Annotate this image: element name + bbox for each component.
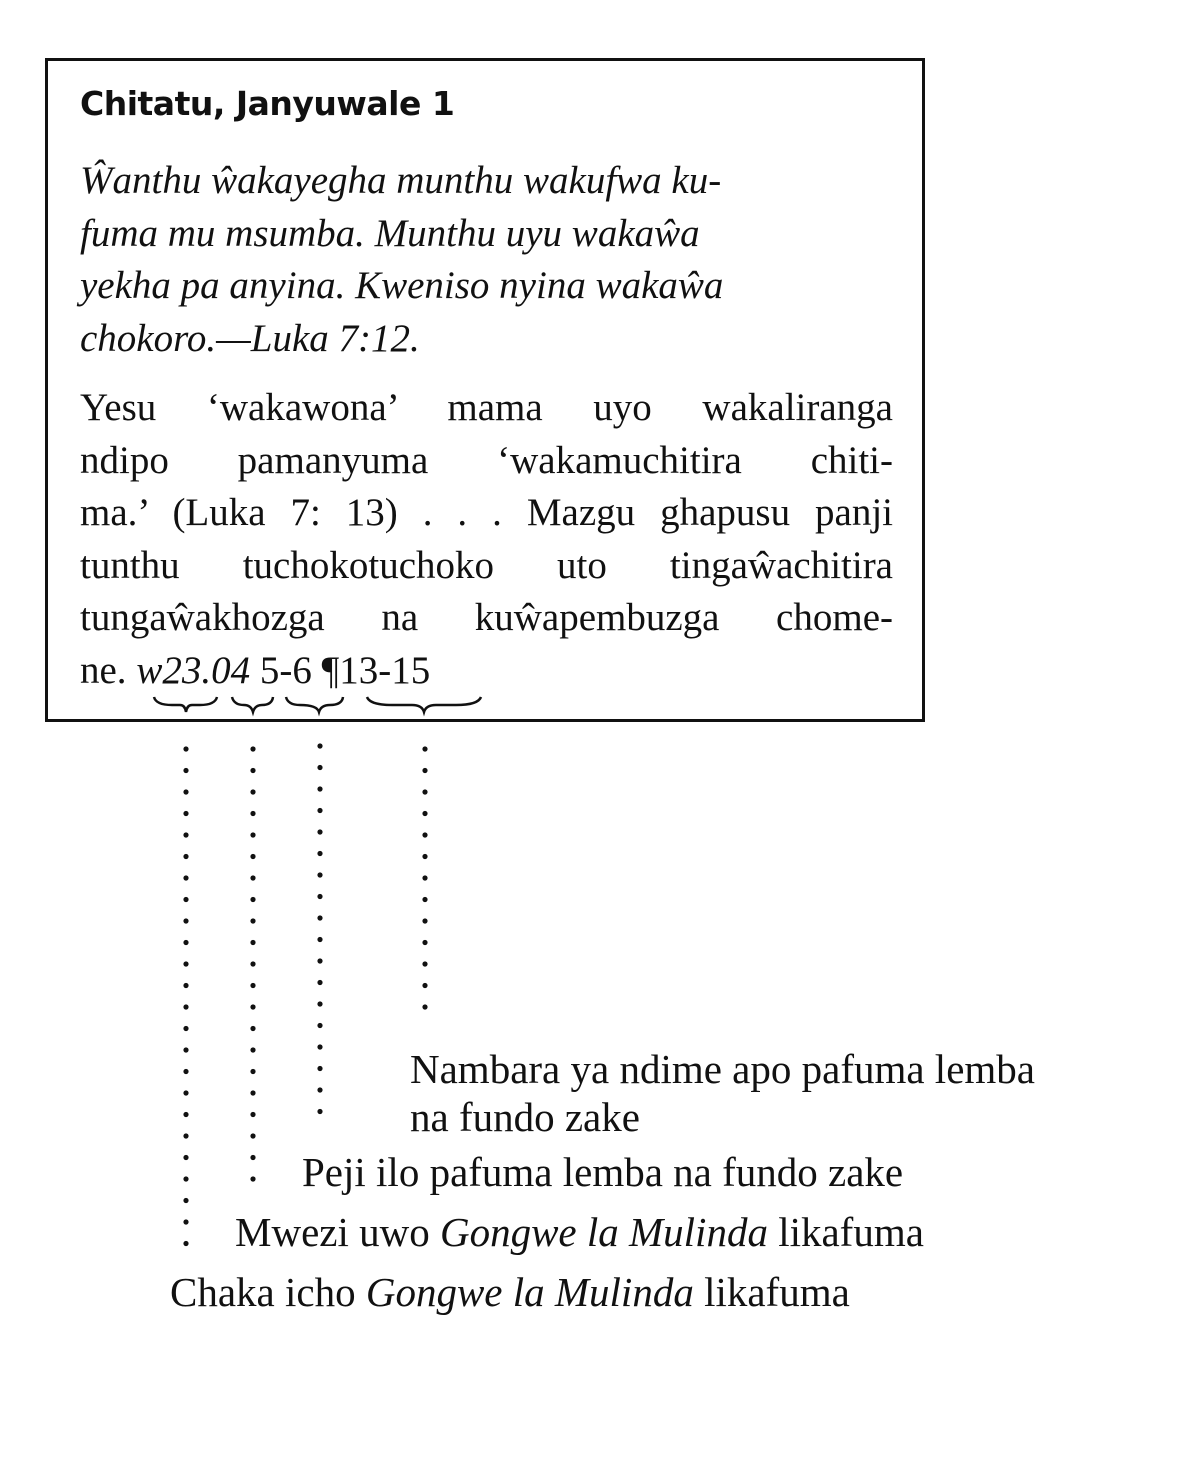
leader-dot-paragraphs (422, 811, 427, 816)
label-month (235, 1208, 924, 1256)
leader-dot-month (250, 1090, 255, 1095)
brace-year (154, 697, 217, 712)
leader-dot-month (250, 811, 255, 816)
leader-dot-year (183, 897, 188, 902)
label-paragraphs-line1: Nambara ya ndime apo pafuma lemba (410, 1046, 1035, 1092)
brace-paragraphs (367, 697, 481, 712)
quote-line: yekha pa anyina. Kweniso nyina wakaŵa (80, 264, 724, 307)
leader-dot-pages (317, 872, 322, 877)
reference-dot: . (201, 648, 212, 692)
leader-dot-year (183, 1004, 188, 1009)
leader-dot-month (250, 854, 255, 859)
leader-dot-pages (317, 958, 322, 963)
quote-line: fuma mu msumba. Munthu uyu wakaŵa (80, 211, 700, 255)
leader-dot-paragraphs (422, 854, 427, 859)
reference-publication: w23 (136, 648, 202, 692)
leader-dot-pages (317, 980, 322, 985)
leader-dot-paragraphs (422, 918, 427, 923)
leader-dot-month (250, 789, 255, 794)
label-year-title: Gongwe la Mulinda (365, 1269, 694, 1315)
leader-dot-pages (317, 1066, 322, 1071)
leader-dot-pages (317, 894, 322, 899)
body-line: tungaŵakhozga na kuŵapembuzga chome- (80, 596, 893, 639)
leader-dot-pages (317, 1044, 322, 1049)
leader-dot-year (183, 1112, 188, 1117)
leader-dot-paragraphs (422, 961, 427, 966)
leader-dot-month (250, 1133, 255, 1138)
quote-line: chokoro.—Luka 7:12. (80, 316, 420, 360)
reference-pages: 5-6 (259, 648, 312, 692)
leader-dot-month (250, 897, 255, 902)
leader-dot-pages (317, 915, 322, 920)
leader-dot-year (183, 1198, 188, 1203)
quote-line: Ŵanthu ŵakayegha munthu wakufwa ku- (80, 159, 722, 202)
leader-dot-year (183, 961, 188, 966)
leader-dot-pages (317, 786, 322, 791)
date-heading: Chitatu, Janyuwale 1 (80, 84, 455, 123)
leader-dot-month (250, 832, 255, 837)
leader-dot-year (183, 1241, 188, 1246)
leader-dot-year (183, 1133, 188, 1138)
label-month-suffix: likafuma (767, 1209, 924, 1255)
leader-dot-month (250, 961, 255, 966)
leader-dot-paragraphs (422, 940, 427, 945)
body-line: tunthu tuchokotuchoko uto tingaŵachitira (80, 543, 893, 587)
leader-dot-paragraphs (422, 897, 427, 902)
leader-dot-month (250, 983, 255, 988)
reference-prefix: ne. (80, 648, 127, 692)
leader-dot-year (183, 832, 188, 837)
leader-dot-month (250, 918, 255, 923)
label-year (170, 1268, 850, 1316)
brace-month (232, 697, 273, 712)
leader-dot-year (183, 1176, 188, 1181)
leader-dot-pages (317, 808, 322, 813)
leader-dot-month (250, 746, 255, 751)
leader-dot-month (250, 875, 255, 880)
leader-dot-pages (317, 1001, 322, 1006)
leader-dot-year (183, 1026, 188, 1031)
leader-dot-pages (317, 851, 322, 856)
leader-dot-year (183, 746, 188, 751)
leader-dot-paragraphs (422, 983, 427, 988)
leader-dot-month (250, 1176, 255, 1181)
body-line: ma.’ (Luka 7: 13) . . . Mazgu ghapusu panji (80, 491, 893, 534)
leader-dot-pages (317, 937, 322, 942)
leader-dot-year (183, 875, 188, 880)
leader-dot-paragraphs (422, 1004, 427, 1009)
label-paragraphs (410, 1045, 1035, 1141)
brace-pages (286, 697, 343, 712)
leader-dot-pages (317, 1087, 322, 1092)
leader-dot-year (183, 1155, 188, 1160)
leader-dot-year (183, 768, 188, 773)
leader-dot-year (183, 1069, 188, 1074)
leader-dot-month (250, 1155, 255, 1160)
leader-dot-paragraphs (422, 768, 427, 773)
label-pages: Peji ilo pafuma lemba na fundo zake (302, 1149, 904, 1195)
leader-dot-year (183, 983, 188, 988)
leader-dot-year (183, 811, 188, 816)
leader-dot-pages (317, 829, 322, 834)
leader-dot-paragraphs (422, 746, 427, 751)
leader-dot-year (183, 854, 188, 859)
leader-dot-pages (317, 765, 322, 770)
body-line: Yesu ‘wakawona’ mama uyo wakaliranga (80, 386, 893, 429)
leader-dot-pages (317, 1109, 322, 1114)
reference-issue: 04 (211, 648, 251, 692)
leader-dot-month (250, 1112, 255, 1117)
leader-dot-month (250, 940, 255, 945)
leader-dot-year (183, 940, 188, 945)
leader-dot-paragraphs (422, 789, 427, 794)
leader-dot-month (250, 1069, 255, 1074)
leader-dot-month (250, 1026, 255, 1031)
leader-dot-year (183, 1090, 188, 1095)
leader-dot-month (250, 1004, 255, 1009)
leader-dot-year (183, 1047, 188, 1052)
label-paragraphs-line2: na fundo zake (410, 1094, 640, 1140)
label-month-text: Mwezi uwo (235, 1209, 440, 1255)
leader-dot-pages (317, 1023, 322, 1028)
leader-dot-paragraphs (422, 832, 427, 837)
leader-dot-month (250, 1047, 255, 1052)
leader-dot-year (183, 1219, 188, 1224)
label-year-suffix: likafuma (693, 1269, 850, 1315)
leader-dot-year (183, 918, 188, 923)
label-month-title: Gongwe la Mulinda (439, 1209, 768, 1255)
leader-dot-paragraphs (422, 875, 427, 880)
leader-dot-month (250, 768, 255, 773)
label-year-text: Chaka icho (170, 1269, 366, 1315)
reference-paragraphs: ¶13-15 (321, 648, 431, 692)
leader-dot-pages (317, 743, 322, 748)
body-line: ndipo pamanyuma ‘wakamuchitira chiti- (80, 438, 893, 482)
leader-dot-year (183, 789, 188, 794)
